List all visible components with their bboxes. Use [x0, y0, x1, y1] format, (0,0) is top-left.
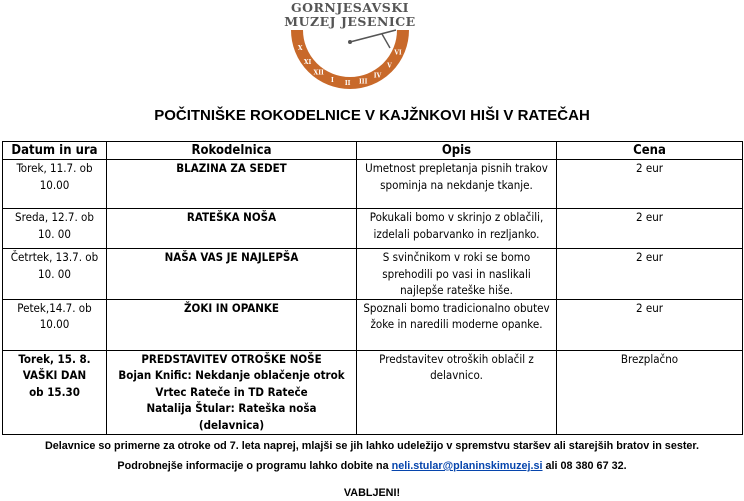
sundial-numeral: XII	[313, 69, 324, 77]
cell-line: Natalija Štular: Rateška noša	[146, 401, 317, 415]
cell-workshop: BLAZINA ZA SEDET	[107, 160, 357, 209]
contact-info	[0, 460, 744, 472]
cell-line: ob 15.30	[29, 384, 80, 399]
cell-line: Torek, 15. 8.	[18, 351, 91, 366]
sundial-numeral: VI	[394, 49, 402, 57]
cell-price: Brezplačno	[557, 350, 743, 434]
cell-date: Torek, 11.7. ob 10.00	[3, 160, 107, 209]
sundial-numeral: II	[344, 79, 351, 87]
age-note: Delavnice so primerne za otroke od 7. leta naprej, mlajši se jih lahko udeležijo v spremstvu staršev ali starejših bratov in sester.	[44, 440, 700, 452]
cell-description: Umetnost prepletanja pisnih trakov spominja na nekdanje tkanje.	[357, 160, 557, 209]
column-header-price: Cena	[557, 142, 743, 160]
sundial-numeral: IV	[373, 72, 382, 80]
cell-workshop: RATEŠKA NOŠA	[107, 209, 357, 249]
workshop-table	[2, 141, 743, 435]
contact-suffix: ali 08 380 67 32.	[545, 460, 627, 472]
cell-line: (delavnica)	[198, 417, 265, 432]
cell-description: Predstavitev otroških oblačil z delavnico.	[357, 350, 557, 434]
cell-line: Vrtec Rateče in TD Rateče	[155, 384, 308, 399]
sundial-numeral: XI	[303, 58, 312, 66]
cell-description: Spoznali bomo tradicionalno obutev žoke in naredili moderne opanke.	[357, 299, 557, 350]
page-title: POČITNIŠKE ROKODELNICE V KAJŽNKOVI HIŠI V RATEČAH	[154, 107, 590, 124]
table-row	[3, 299, 743, 350]
table-row	[3, 160, 743, 209]
cell-workshop: ŽOKI IN OPANKE	[107, 299, 357, 350]
cell-date	[3, 350, 107, 434]
museum-logo	[280, 0, 420, 96]
cell-description: Pokukali bomo v skrinjo z oblačili, izdelali pobarvanko in rezljanko.	[357, 209, 557, 249]
cell-price: 2 eur	[557, 160, 743, 209]
sundial-numeral: X	[297, 45, 303, 53]
email-link[interactable]: neli.stular@planinskimuzej.si	[391, 460, 543, 472]
sundial-icon	[280, 26, 420, 96]
cell-line: VAŠKI DAN	[22, 368, 87, 382]
table-row	[3, 209, 743, 249]
cell-workshop	[107, 350, 357, 434]
cell-date: Četrtek, 13.7. ob 10. 00	[3, 249, 107, 300]
column-header-workshop: Rokodelnica	[107, 142, 357, 160]
column-header-description: Opis	[357, 142, 557, 160]
closing-invitation: VABLJENI!	[343, 487, 401, 499]
cell-price: 2 eur	[557, 249, 743, 300]
table-row	[3, 249, 743, 300]
table-row	[3, 350, 743, 434]
cell-price: 2 eur	[557, 299, 743, 350]
cell-workshop: NAŠA VAS JE NAJLEPŠA	[107, 249, 357, 300]
sundial-numeral: III	[358, 78, 368, 86]
column-header-date: Datum in ura	[3, 142, 107, 160]
logo-line-1: GORNJESAVSKI	[290, 0, 410, 15]
cell-description: S svinčnikom v roki se bomo sprehodili po vasi in naslikali najlepše rateške hiše.	[357, 249, 557, 300]
logo-line-2: MUZEJ JESENICE	[284, 14, 416, 29]
contact-prefix: Podrobnejše informacije o programu lahko dobite na	[117, 460, 389, 472]
cell-date: Petek,14.7. ob 10.00	[3, 299, 107, 350]
cell-price: 2 eur	[557, 209, 743, 249]
cell-line: Bojan Knific: Nekdanje oblačenje otrok	[118, 368, 345, 382]
table-header-row	[3, 142, 743, 160]
sundial-numeral: V	[387, 62, 392, 70]
cell-date: Sreda, 12.7. ob 10. 00	[3, 209, 107, 249]
sundial-numeral: I	[330, 77, 334, 84]
cell-line: PREDSTAVITEV OTROŠKE NOŠE	[141, 351, 322, 366]
